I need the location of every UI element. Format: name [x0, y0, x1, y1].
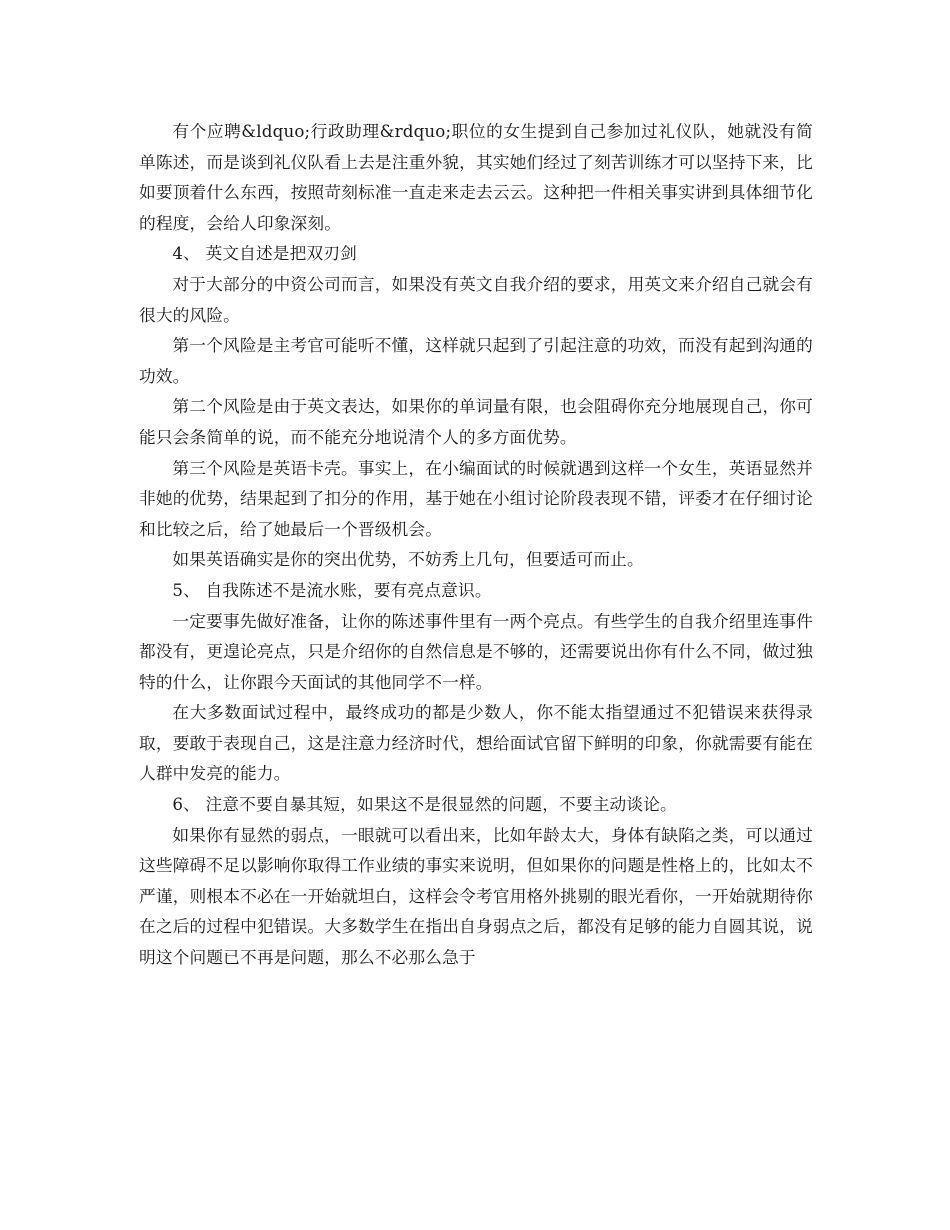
paragraph-second-risk: 第二个风险是由于英文表达，如果你的单词量有限，也会阻碍你充分地展现自己，你可能只会条简单的说，而不能充分地说清个人的多方面优势。 [139, 396, 813, 447]
paragraph-first-risk: 第一个风险是主考官可能听不懂，这样就只起到了引起注意的功效，而没有起到沟通的功效。 [139, 335, 813, 386]
heading-weaknesses: 6、 注意不要自暴其短，如果这不是很显然的问题，不要主动谈论。 [172, 794, 677, 815]
paragraph-third-risk: 第三个风险是英语卡壳。事实上，在小编面试的时候就遇到这样一个女生，英语显然并非她的优势，结果起到了扣分的作用，基于她在小组讨论阶段表现不错，评委才在仔细讨论和比较之后，给了她最后一个晋级机会。 [139, 457, 813, 539]
paragraph-stand-out: 在大多数面试过程中，最终成功的都是少数人，你不能太指望通过不犯错误来获得录取，要敢于表现自己，这是注意力经济时代，想给面试官留下鲜明的印象，你就需要有能在人群中发亮的能力。 [139, 702, 813, 784]
paragraph-prepare-highlights: 一定要事先做好准备，让你的陈述事件里有一两个亮点。有些学生的自我介绍里连事件都没有，更遑论亮点，只是介绍你的自然信息是不够的，还需要说出你有什么不同，做过独特的什么，让你跟今天面试的其他同学不一样。 [139, 610, 813, 692]
heading-english-self-intro: 4、 英文自述是把双刃剑 [172, 243, 357, 264]
paragraph-english-advantage: 如果英语确实是你的突出优势，不妨秀上几句，但要适可而止。 [172, 549, 644, 570]
paragraph-etiquette-example: 有个应聘&ldquo;行政助理&rdquo;职位的女生提到自己参加过礼仪队，她就没有简单陈述，而是谈到礼仪队看上去是注重外貌，其实她们经过了刻苦训练才可以坚持下来，比如要顶着什么东西，按照苛刻标准一直走来走去云云。这种把一件相关事实讲到具体细节化的程度，会给人印象深刻。 [139, 121, 813, 233]
paragraph-weaknesses: 如果你有显然的弱点，一眼就可以看出来，比如年龄太大，身体有缺陷之类，可以通过这些障碍不足以影响你取得工作业绩的事实来说明，但如果你的问题是性格上的，比如太不严谨，则根本不必在一开始就坦白，这样会令考官用格外挑剔的眼光看你，一开始就期待你在之后的过程中犯错误。大多数学生在指出自身弱点之后，都没有足够的能力自圆其说，说明这个问题已不再是问题，那么不必那么急于 [139, 824, 813, 968]
document-body [139, 116, 813, 973]
heading-highlights: 5、 自我陈述不是流水账，要有亮点意识。 [172, 579, 492, 600]
paragraph-english-risk-intro: 对于大部分的中资公司而言，如果没有英文自我介绍的要求，用英文来介绍自己就会有很大的风险。 [139, 273, 813, 325]
